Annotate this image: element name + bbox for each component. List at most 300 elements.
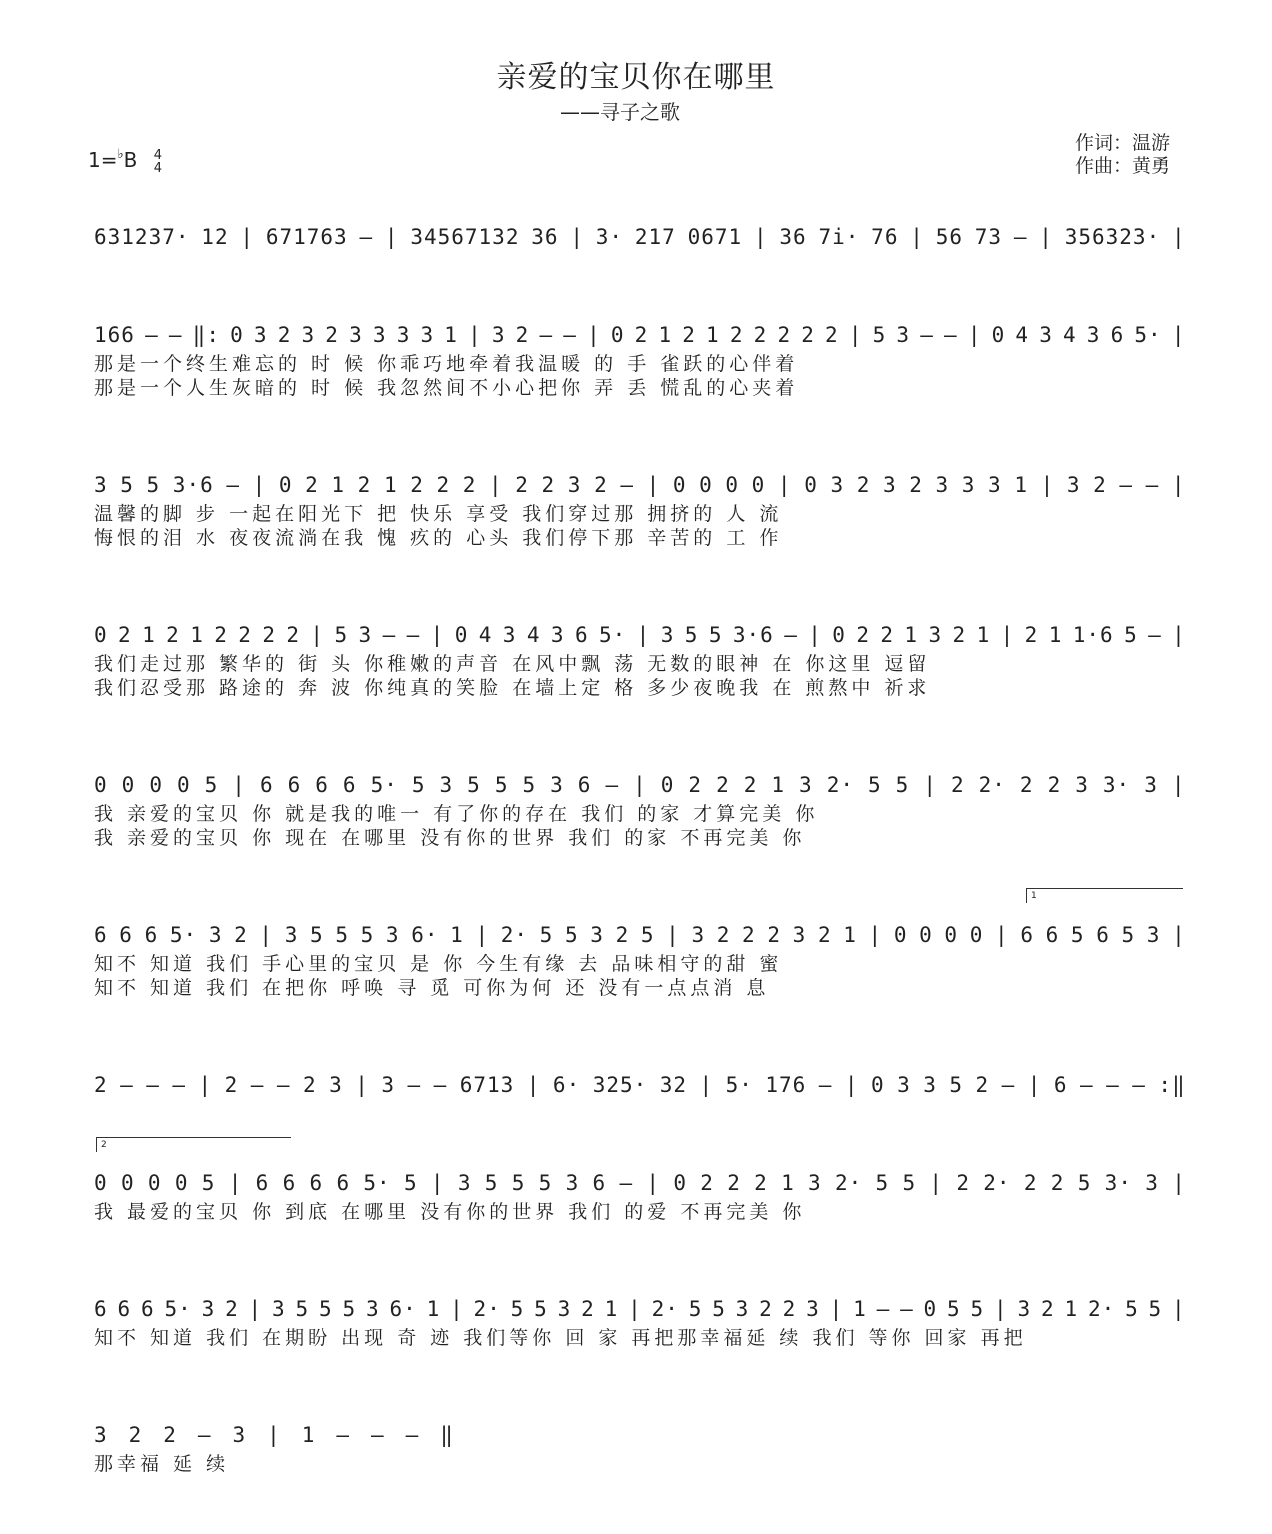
notation-line (94, 320, 1186, 350)
note-token: 56 (935, 225, 963, 249)
note-token: 1 (383, 473, 398, 497)
note-token: 2 (817, 923, 832, 947)
note-token: – (818, 1073, 833, 1097)
note-token: 5 (120, 473, 134, 497)
note-token: 2 (753, 323, 768, 347)
bar-line: | (489, 473, 503, 497)
bar-line: | (475, 923, 490, 947)
note-token: 0 (176, 773, 191, 797)
note-token: – (944, 323, 958, 347)
note-token: 2 (743, 773, 758, 797)
note-token: 631237· (94, 225, 190, 249)
note-token: 2 (727, 1171, 741, 1195)
note-token: 5 (564, 923, 579, 947)
note-token: 5· (725, 1073, 753, 1097)
notation-line (94, 920, 1186, 950)
note-token: 0 (454, 623, 469, 647)
note-token: 3 (1066, 473, 1081, 497)
note-token: 5 (947, 1297, 961, 1321)
note-token: 5 (319, 1297, 333, 1321)
note-token: 2 (325, 323, 339, 347)
note-token: 0 (120, 1171, 135, 1195)
bar-line: | (848, 323, 863, 347)
note-token: 5 (484, 1171, 499, 1195)
note-token: 2 (782, 1297, 797, 1321)
note-token: 0 (610, 323, 625, 347)
note-token: 5 (875, 1171, 890, 1195)
note-token: 2 (303, 1073, 317, 1097)
note-token: 5 (1148, 1297, 1163, 1321)
bar-line: | (628, 1297, 642, 1321)
lyric-verse-1: 那是一个终生难忘的 时 候 你乖巧地牵着我温暖 的 手 雀跃的心伴着 (94, 353, 799, 375)
bar-line: | (1171, 323, 1186, 347)
bar-line: | (844, 1073, 859, 1097)
note-token: – (336, 1423, 351, 1447)
note-token: – (146, 1073, 160, 1097)
note-token: 1 (853, 1297, 867, 1321)
note-token: – (276, 1073, 291, 1097)
note-token: 7i· (818, 225, 860, 249)
note-token: 2 (700, 1171, 714, 1195)
note-token: 2· (983, 1171, 1011, 1195)
note-token: 2 (716, 923, 731, 947)
note-token: 3 (439, 773, 454, 797)
bar-line: | (808, 623, 822, 647)
note-token: 2 (128, 1423, 143, 1447)
note-token: 5 (522, 773, 537, 797)
bar-line: | (526, 1073, 541, 1097)
note-token: 2 (742, 923, 756, 947)
note-token: – (197, 1423, 212, 1447)
note-token: – (433, 1073, 448, 1097)
note-token: 2· (834, 1171, 863, 1195)
note-token: 6· (389, 1297, 417, 1321)
note-token: 5 (146, 473, 161, 497)
note-token: 1 (604, 1297, 619, 1321)
note-token: 2 (436, 473, 451, 497)
note-token: 2 (1050, 1171, 1065, 1195)
note-token: 217 (634, 225, 676, 249)
time-bottom: 4 (153, 160, 162, 176)
lyric-verse-1: 知不 知道 我们 在期盼 出现 奇 迹 我们等你 回 家 再把那幸福延 续 我们 等你 回家 再把 (94, 1327, 1027, 1349)
note-token: – (620, 473, 634, 497)
note-token: 5· (169, 923, 198, 947)
notation-line (94, 770, 1186, 800)
note-token: 5 (510, 1297, 525, 1321)
note-token: 2 (1093, 473, 1107, 497)
note-token: 2 (541, 473, 556, 497)
note-token: 3 (253, 323, 268, 347)
bar-line: | (923, 773, 937, 797)
note-token: 2 (975, 1073, 990, 1097)
note-token: – (120, 1073, 134, 1097)
note-token: – (784, 623, 798, 647)
note-token: 0 (991, 323, 1006, 347)
note-token: 2 (462, 473, 477, 497)
bar-line: | (994, 1297, 1008, 1321)
note-token: 3 (565, 1171, 580, 1195)
note-token: 2 (909, 473, 923, 497)
note-token: 356323· (1064, 225, 1161, 249)
note-token: 2 (856, 623, 870, 647)
composer-credit: 作曲：黄勇 (1075, 155, 1171, 177)
note-token: 6 (1053, 1073, 1068, 1097)
note-token: 0 (230, 323, 244, 347)
note-token: 6 (1096, 923, 1110, 947)
note-token: 2· (826, 773, 854, 797)
note-token: 5 (708, 623, 723, 647)
note-token: 3 (897, 1073, 911, 1097)
note-token: 3 (799, 773, 813, 797)
flat-sign: ♭ (117, 147, 124, 162)
note-token: 1 (781, 1171, 795, 1195)
note-token: – (876, 1297, 891, 1321)
note-token: 325· (592, 1073, 648, 1097)
note-token: 3 (1075, 773, 1089, 797)
song-subtitle: ——寻子之歌 (560, 100, 680, 124)
note-token: 2 (94, 1073, 108, 1097)
note-token: – (168, 323, 183, 347)
note-token: 5 (684, 623, 699, 647)
bar-line: | (1171, 473, 1186, 497)
note-token: 2 (615, 923, 630, 947)
note-token: – (1132, 1073, 1146, 1097)
note-token: 2 (956, 1171, 970, 1195)
note-token: 2 (1023, 1171, 1038, 1195)
lyric-verse-2: 悔恨的泪 水 夜夜流淌在我 愧 疚的 心头 我们停下那 辛苦的 工 作 (94, 527, 783, 549)
note-token: 1 (1064, 1297, 1079, 1321)
note-token: 2· (473, 1297, 501, 1321)
note-token: 4 (478, 623, 493, 647)
note-token: 2· (651, 1297, 679, 1321)
note-token: 3 (329, 1073, 343, 1097)
note-token: 6 (1020, 923, 1034, 947)
bar-line: | (995, 923, 1009, 947)
note-token: 0 (149, 773, 163, 797)
bar-line: ‖: (192, 323, 220, 347)
note-token: 1 (976, 623, 991, 647)
note-token: 3 (201, 1297, 216, 1321)
note-token: 5 (467, 773, 481, 797)
lyric-verse-1: 知不 知道 我们 手心里的宝贝 是 你 今生有缘 去 品味相守的甜 蜜 (94, 953, 783, 975)
bar-line: | (232, 773, 246, 797)
note-token: 3 (385, 923, 400, 947)
note-token: 2 (880, 623, 895, 647)
note-token: 0 (751, 473, 766, 497)
note-token: 3 (284, 923, 299, 947)
note-token: 3 (935, 473, 950, 497)
note-token: 2 (634, 323, 649, 347)
note-token: 3·6 (172, 473, 214, 497)
note-token: – (1080, 1073, 1094, 1097)
lyric-verse-2: 那是一个人生灰暗的 时 候 我忽然间不小心把你 弄 丢 慌乱的心夹着 (94, 377, 799, 399)
bar-line: ‖ (440, 1423, 454, 1447)
note-token: 5 (1125, 1297, 1139, 1321)
note-token: 5· (1134, 323, 1162, 347)
note-token: 5 (1077, 1171, 1092, 1195)
note-token: 4 (526, 623, 541, 647)
note-token: 5· (363, 1171, 391, 1195)
note-token: – (605, 773, 620, 797)
note-token: 73 (974, 225, 1003, 249)
note-token: 5 (360, 923, 375, 947)
note-token: 3 (396, 323, 411, 347)
note-token: 5 (335, 923, 349, 947)
note-token: 3 (1146, 923, 1161, 947)
note-token: 0 (94, 623, 108, 647)
note-token: 2 (118, 623, 132, 647)
note-token: 2 (716, 773, 730, 797)
lyric-verse-2: 知不 知道 我们 在把你 呼唤 寻 觅 可你为何 还 没有一点点消 息 (94, 977, 770, 999)
note-token: – (406, 623, 421, 647)
note-token: 6 (117, 1297, 132, 1321)
note-token: 3 (590, 923, 604, 947)
note-token: 166 (94, 323, 135, 347)
note-token: 6 (1045, 923, 1060, 947)
bar-line: | (259, 923, 274, 947)
note-token: 2 (238, 623, 252, 647)
note-token: 3 (808, 1171, 822, 1195)
note-token: 6 (144, 923, 159, 947)
note-token: 2· (978, 773, 1006, 797)
note-token: 32 (659, 1073, 688, 1097)
note-token: 2 (305, 473, 319, 497)
note-token: 2 (1040, 1297, 1055, 1321)
bar-line: | (666, 923, 680, 947)
note-token: 5 (310, 923, 324, 947)
bar-line: | (636, 623, 651, 647)
lyric-verse-1: 我们走过那 繁华的 街 头 你稚嫩的声音 在风中飘 荡 无数的眼神 在 你这里 逗留 (94, 653, 931, 675)
note-token: 6 (315, 773, 329, 797)
note-token: 1·6 (1072, 623, 1114, 647)
note-token: 6 (287, 773, 302, 797)
bar-line: | (252, 473, 267, 497)
notation-line (94, 1294, 1186, 1324)
notation-line (94, 620, 1186, 650)
note-token: 2 (581, 1297, 595, 1321)
time-top: 4 (153, 147, 162, 163)
note-token: 5 (204, 773, 219, 797)
second-ending-bracket: 2 (96, 1137, 291, 1152)
note-token: 3 (491, 323, 506, 347)
note-token: 3· (1104, 1171, 1132, 1195)
note-token: 6 (574, 623, 589, 647)
note-token: 5 (295, 1297, 310, 1321)
note-token: 3 (557, 1297, 572, 1321)
bar-line: | (384, 225, 399, 249)
note-token: – (1145, 473, 1160, 497)
note-token: 2 (1019, 773, 1034, 797)
note-token: 2 (1047, 773, 1062, 797)
note-token: 0 (871, 1073, 885, 1097)
note-token: 2 (952, 623, 967, 647)
note-token: 3 (961, 473, 976, 497)
bar-line: | (1171, 773, 1186, 797)
bar-line: | (1040, 473, 1055, 497)
note-token: 5 (334, 623, 349, 647)
note-token: 2 (286, 623, 301, 647)
note-token: 34567132 (410, 225, 520, 249)
note-token: 5 (494, 773, 509, 797)
note-token: 5 (872, 323, 887, 347)
note-token: – (1106, 1073, 1120, 1097)
note-token: 2 (262, 623, 276, 647)
note-token: 5 (712, 1297, 726, 1321)
note-token: 176 (765, 1073, 807, 1097)
note-token: 6 (342, 773, 357, 797)
lyric-verse-2: 我们忍受那 路途的 奔 波 你纯真的笑脸 在墙上定 格 多少夜晚我 在 煎熬中 祈求 (94, 677, 931, 699)
note-token: 5· (164, 1297, 192, 1321)
note-token: 1 (190, 623, 204, 647)
note-token: 0 (725, 473, 740, 497)
note-token: 2 (163, 1423, 177, 1447)
note-token: 3 (94, 473, 108, 497)
note-token: 6 (259, 773, 274, 797)
note-token: 3 (928, 623, 943, 647)
note-token: 2 (777, 323, 792, 347)
note-token: 2 (688, 773, 703, 797)
note-token: 1 (843, 923, 857, 947)
lyricist-credit: 作词：温游 (1075, 132, 1171, 154)
note-token: – (920, 323, 934, 347)
note-token: 2 (515, 323, 530, 347)
note-token: 3 (208, 923, 223, 947)
bar-line: | (868, 923, 883, 947)
notation-line (94, 222, 1186, 252)
note-token: 36 (779, 225, 807, 249)
note-token: – (563, 323, 577, 347)
note-token: 5 (411, 773, 426, 797)
note-token: – (359, 225, 374, 249)
note-token: 3 (502, 623, 517, 647)
note-token: 5 (902, 1171, 917, 1195)
note-token: 3 (988, 473, 1002, 497)
bar-line: | (967, 323, 982, 347)
note-token: 5 (1121, 923, 1136, 947)
bar-line: | (1000, 623, 1015, 647)
note-token: 0 (660, 773, 675, 797)
note-token: 0 (969, 923, 984, 947)
note-token: – (172, 1073, 187, 1097)
key-signature (88, 148, 162, 175)
bar-line: | (587, 323, 601, 347)
note-token: 1 (904, 623, 919, 647)
bar-line: | (1039, 225, 1053, 249)
note-token: 2 (224, 1073, 239, 1097)
key-note: B (123, 148, 138, 172)
note-token: 2 (767, 923, 781, 947)
note-token: 2 (225, 1297, 239, 1321)
note-token: 1 (142, 623, 156, 647)
bar-line: | (310, 623, 325, 647)
bar-line: | (699, 1073, 714, 1097)
note-token: 5 (688, 1297, 703, 1321)
bar-line: | (646, 1171, 661, 1195)
note-token: – (1013, 225, 1028, 249)
note-token: – (1001, 1073, 1016, 1097)
note-token: 6 (282, 1171, 297, 1195)
note-token: – (405, 1423, 420, 1447)
note-token: 6 (577, 773, 592, 797)
note-token: 3 (567, 473, 582, 497)
note-token: 2 (410, 473, 424, 497)
note-token: – (900, 1297, 914, 1321)
note-token: 1 (426, 1297, 441, 1321)
note-token: 3 (1086, 323, 1101, 347)
note-token: 3 (1017, 1297, 1032, 1321)
bar-line: | (646, 473, 661, 497)
bar-line: | (430, 623, 445, 647)
note-token: 671763 (265, 225, 348, 249)
note-token: 3 (381, 1073, 396, 1097)
bar-line: | (228, 1171, 243, 1195)
bar-line: | (468, 323, 482, 347)
note-token: 0 (919, 923, 933, 947)
bar-line: | (633, 773, 647, 797)
note-token: 3 (735, 1297, 750, 1321)
note-token: 3 (896, 323, 911, 347)
note-token: 1 (706, 323, 720, 347)
note-token: 1 (1048, 623, 1063, 647)
notation-line (94, 470, 1186, 500)
bar-line: | (570, 225, 584, 249)
note-token: 2 (277, 323, 292, 347)
note-token: 0 (94, 1171, 108, 1195)
note-token: 5 (403, 1171, 418, 1195)
note-token: 1 (450, 923, 464, 947)
bar-line: | (430, 1171, 445, 1195)
note-token: 5 (1070, 923, 1085, 947)
note-token: 3 (272, 1297, 286, 1321)
note-token: 1 (331, 473, 346, 497)
note-token: – (619, 1171, 634, 1195)
note-token: – (1148, 623, 1162, 647)
note-token: 6· (411, 923, 439, 947)
note-token: 3· (595, 225, 624, 249)
note-token: – (407, 1073, 422, 1097)
bar-line: | (1172, 1171, 1186, 1195)
time-signature (154, 149, 162, 175)
note-token: 5 (1124, 623, 1138, 647)
note-token: 5· (370, 773, 398, 797)
note-token: 12 (201, 225, 229, 249)
note-token: 5· (598, 623, 627, 647)
note-token: 1 (1014, 473, 1028, 497)
first-ending-bracket: 1 (1026, 888, 1183, 903)
bar-line: | (355, 1073, 369, 1097)
bar-line: | (910, 225, 924, 249)
note-token: 0 (893, 923, 908, 947)
note-token: 6 (119, 923, 133, 947)
note-token: 6 (336, 1171, 351, 1195)
note-token: 1 (658, 323, 673, 347)
note-token: 3 (550, 773, 564, 797)
note-token: 6 (255, 1171, 270, 1195)
notation-line (94, 1070, 1186, 1100)
note-token: 2 (825, 323, 839, 347)
bar-line: | (829, 1297, 844, 1321)
note-token: 0 (121, 773, 136, 797)
note-token: 3 (301, 323, 316, 347)
note-token: 3 (882, 473, 897, 497)
note-token: 2 (357, 473, 372, 497)
lyric-verse-1: 我 最爱的宝贝 你 到底 在哪里 没有你的世界 我们 的爱 不再完美 你 (94, 1201, 806, 1223)
note-token: 5 (201, 1171, 216, 1195)
note-token: 6 (1110, 323, 1125, 347)
note-token: 1 (444, 323, 458, 347)
note-token: 3·6 (732, 623, 774, 647)
bar-line: :‖ (1158, 1073, 1186, 1097)
